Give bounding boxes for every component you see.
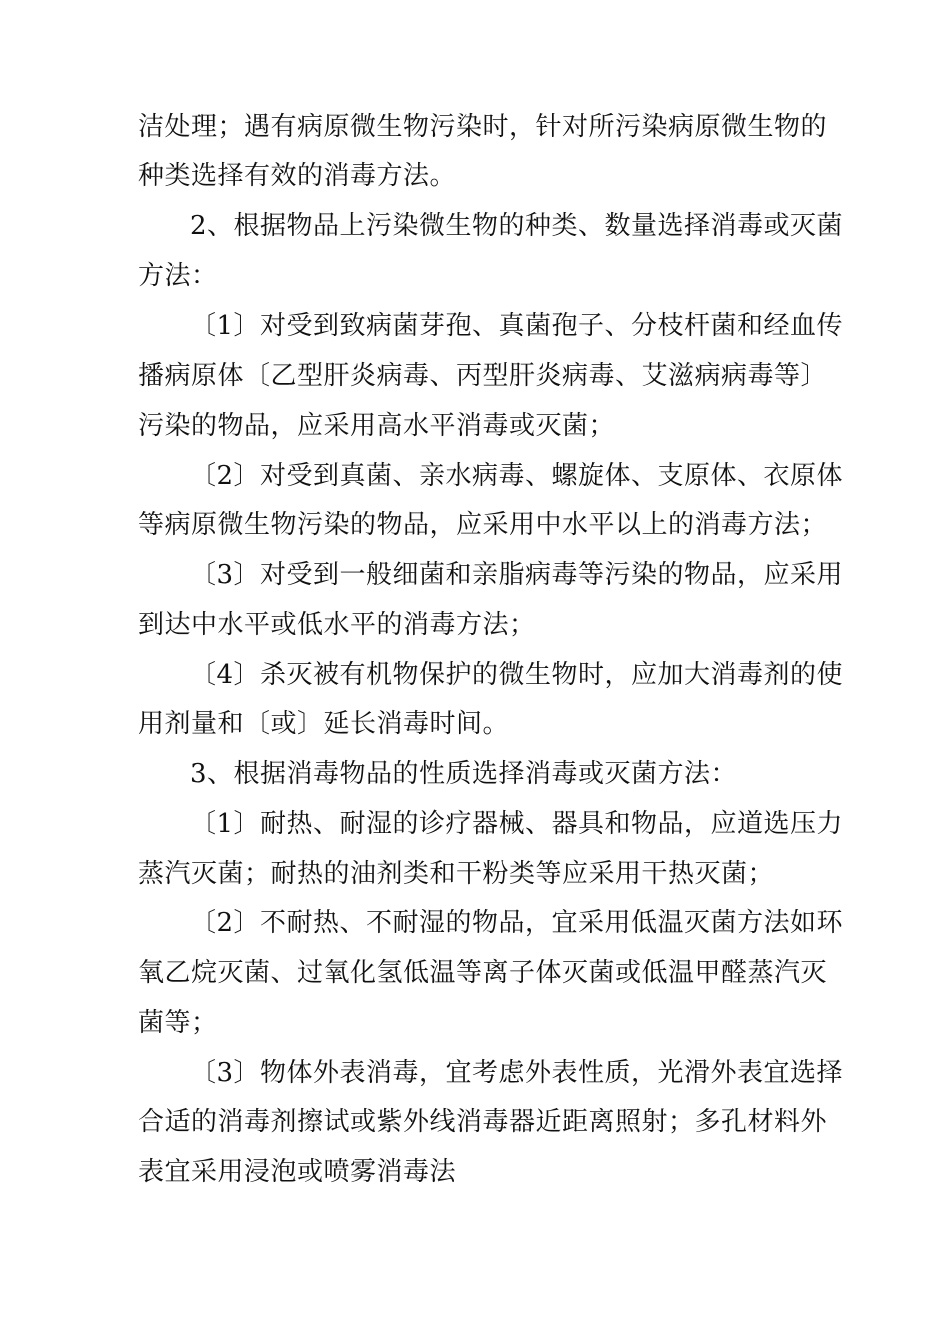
text-line: 方法： (138, 261, 218, 291)
text-line: 用剂量和〔或〕延长消毒时间。 (138, 709, 510, 739)
text-line: 〔2〕对受到真菌、亲水病毒、螺旋体、支原体、衣原体 (190, 461, 844, 491)
text-line: 合适的消毒剂擦试或紫外线消毒器近距离照射；多孔材料外 (138, 1107, 828, 1137)
text-line: 2、根据物品上污染微生物的种类、数量选择消毒或灭菌 (190, 211, 844, 241)
text-line: 等病原微生物污染的物品，应采用中水平以上的消毒方法； (138, 510, 828, 540)
text-line: 菌等； (138, 1008, 218, 1038)
text-line: 氧乙烷灭菌、过氧化氢低温等离子体灭菌或低温甲醛蒸汽灭 (138, 958, 828, 988)
text-line: 〔3〕物体外表消毒，宜考虑外表性质，光滑外表宜选择 (190, 1058, 844, 1088)
text-line: 洁处理；遇有病原微生物污染时，针对所污染病原微生物的 (138, 112, 828, 142)
text-line: 3、根据消毒物品的性质选择消毒或灭菌方法： (190, 759, 738, 789)
text-line: 〔3〕对受到一般细菌和亲脂病毒等污染的物品，应采用 (190, 560, 844, 590)
text-line: 到达中水平或低水平的消毒方法； (138, 610, 536, 640)
text-line: 〔4〕杀灭被有机物保护的微生物时，应加大消毒剂的使 (190, 660, 844, 690)
text-line: 〔1〕对受到致病菌芽孢、真菌孢子、分枝杆菌和经血传 (190, 311, 844, 341)
text-line: 播病原体〔乙型肝炎病毒、丙型肝炎病毒、艾滋病病毒等〕 (138, 361, 828, 391)
text-line: 表宜采用浸泡或喷雾消毒法 (138, 1157, 457, 1187)
text-line: 〔1〕耐热、耐湿的诊疗器械、器具和物品，应道选压力 (190, 809, 844, 839)
text-line: 污染的物品，应采用高水平消毒或灭菌； (138, 411, 616, 441)
text-line: 蒸汽灭菌；耐热的油剂类和干粉类等应采用干热灭菌； (138, 859, 775, 889)
text-line: 种类选择有效的消毒方法。 (138, 161, 457, 191)
text-line: 〔2〕不耐热、不耐湿的物品，宜采用低温灭菌方法如环 (190, 908, 844, 938)
